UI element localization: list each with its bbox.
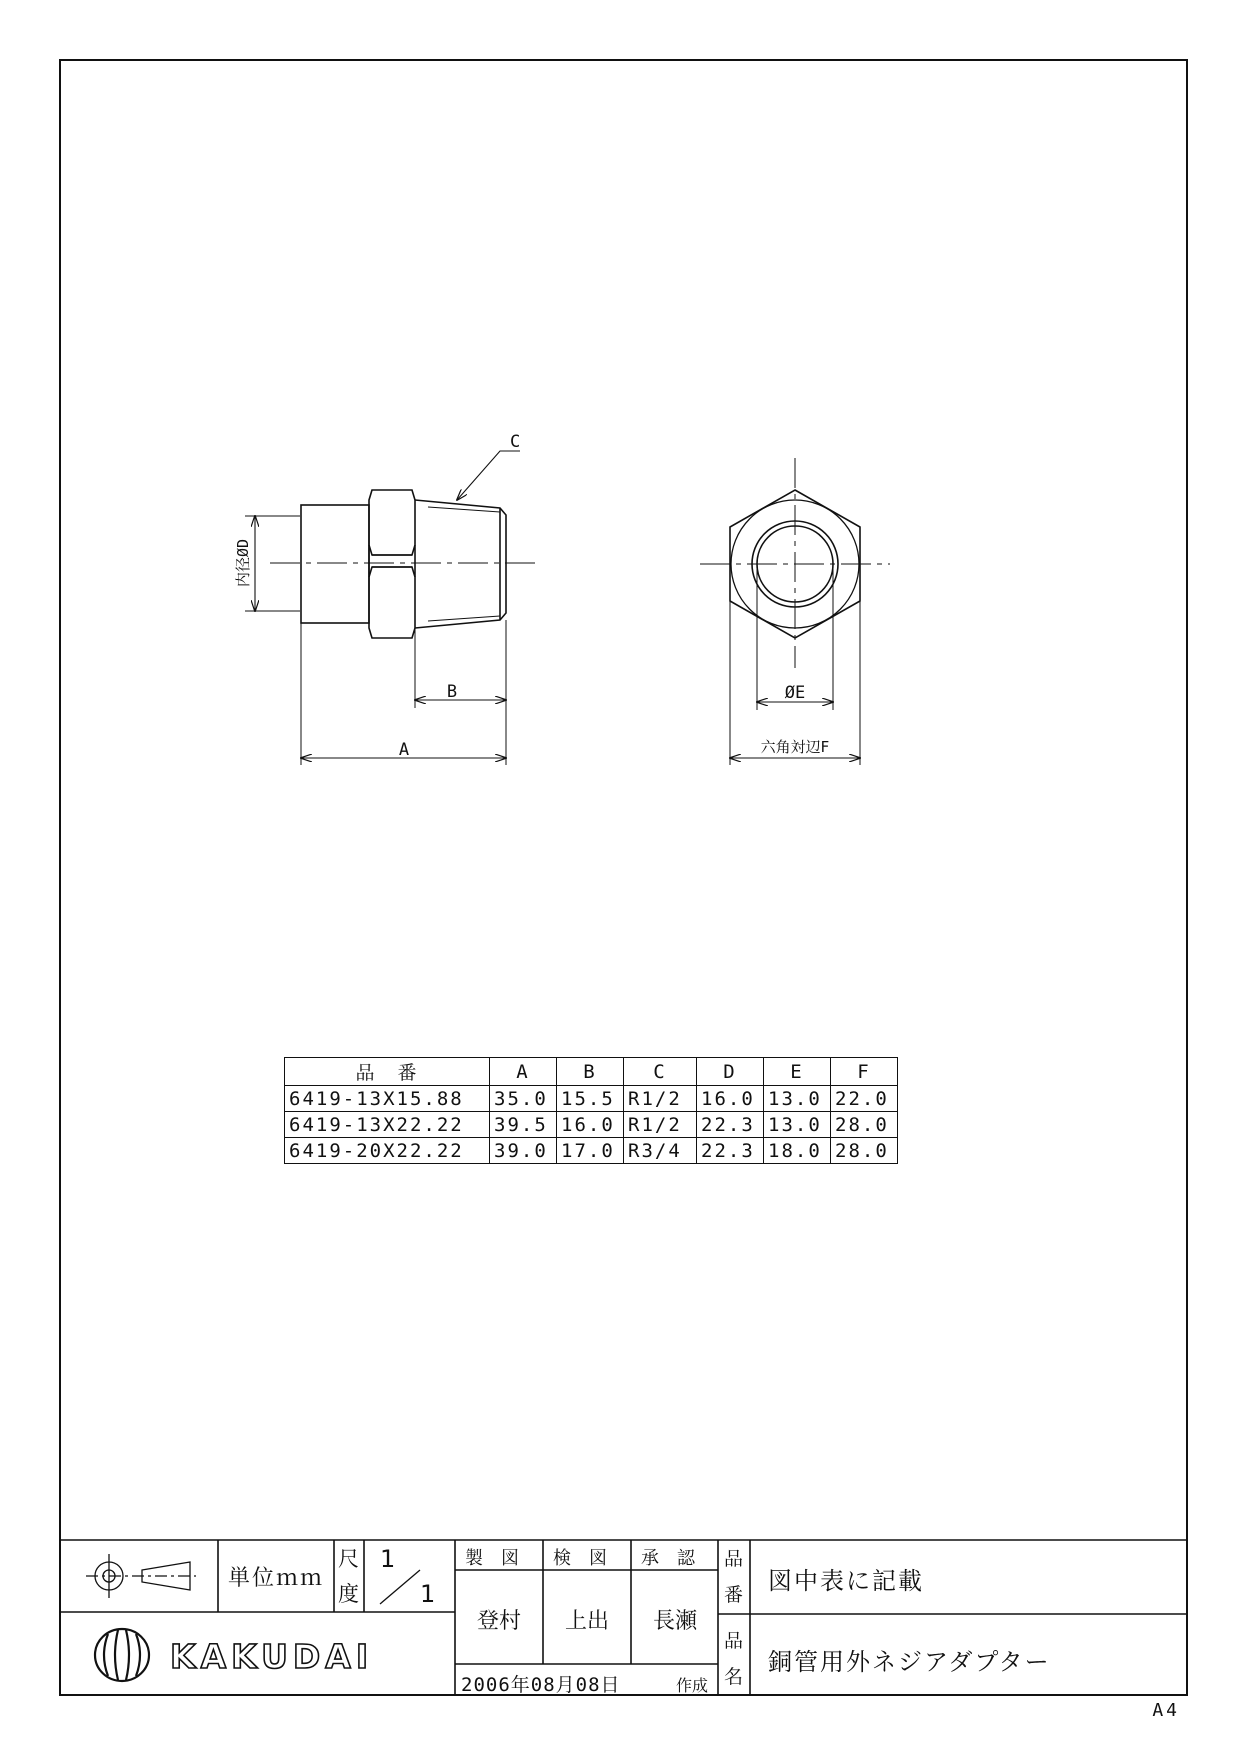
side-view-labels	[234, 432, 520, 760]
drawing-date: 2006年08月08日	[461, 1674, 621, 1696]
label-F: 六角対辺F	[760, 738, 830, 756]
spec-table	[284, 1057, 898, 1164]
cell-E: 13.0	[764, 1112, 831, 1138]
cell-part-no: 6419-13X15.88	[285, 1086, 490, 1112]
scale-label-1: 尺	[338, 1547, 359, 1571]
cell-E: 18.0	[764, 1138, 831, 1164]
approved-label: 承 認	[641, 1548, 695, 1569]
unit-label: 単位ｍｍ	[228, 1566, 325, 1591]
cell-A: 39.0	[490, 1138, 557, 1164]
cell-D: 22.3	[697, 1138, 764, 1164]
cell-C: R3/4	[624, 1138, 697, 1164]
table-row	[285, 1086, 898, 1112]
cell-part-no: 6419-20X22.22	[285, 1138, 490, 1164]
cell-part-no: 6419-13X22.22	[285, 1112, 490, 1138]
sheet-size: A4	[1152, 1700, 1180, 1721]
cell-F: 22.0	[831, 1086, 898, 1112]
part-no-label-1: 品	[724, 1548, 744, 1570]
label-E: ØE	[784, 683, 806, 703]
col-header-part-no: 品 番	[285, 1058, 490, 1086]
taper-thread	[415, 500, 506, 628]
end-view-labels	[761, 683, 830, 756]
sleeve-body	[301, 505, 369, 623]
cell-C: R1/2	[624, 1112, 697, 1138]
end-view	[700, 458, 890, 765]
cell-B: 16.0	[557, 1112, 624, 1138]
col-header-D: D	[697, 1058, 764, 1086]
checked-label: 検 図	[553, 1548, 607, 1569]
part-name-label-2: 名	[724, 1666, 744, 1688]
table-row	[285, 1138, 898, 1164]
col-header-A: A	[490, 1058, 557, 1086]
kakudai-logo-icon	[95, 1629, 149, 1681]
cell-A: 39.5	[490, 1112, 557, 1138]
made-label: 製 図	[465, 1548, 519, 1569]
cell-A: 35.0	[490, 1086, 557, 1112]
label-A: A	[398, 740, 410, 760]
checked-by: 上出	[565, 1609, 610, 1634]
cell-F: 28.0	[831, 1112, 898, 1138]
col-header-F: F	[831, 1058, 898, 1086]
approved-by: 長瀬	[653, 1609, 698, 1634]
label-B: B	[446, 682, 458, 702]
part-name-value: 銅管用外ネジアダプター	[768, 1648, 1051, 1676]
part-name-label-1: 品	[724, 1630, 744, 1652]
company-logo-text: KAKUDAI	[170, 1637, 374, 1676]
label-C: C	[510, 432, 521, 452]
scale-label-2: 度	[338, 1582, 359, 1606]
cell-D: 22.3	[697, 1112, 764, 1138]
made-by: 登村	[477, 1609, 522, 1634]
table-row	[285, 1112, 898, 1138]
table-header-row	[285, 1058, 898, 1086]
cell-C: R1/2	[624, 1086, 697, 1112]
third-angle-projection-icon	[86, 1554, 196, 1598]
cell-D: 16.0	[697, 1086, 764, 1112]
hex-lower	[369, 567, 415, 638]
created-label: 作成	[676, 1676, 709, 1695]
col-header-B: B	[557, 1058, 624, 1086]
part-no-value: 図中表に記載	[768, 1567, 924, 1595]
cell-B: 15.5	[557, 1086, 624, 1112]
col-header-C: C	[624, 1058, 697, 1086]
part-no-label-2: 番	[724, 1584, 744, 1606]
cell-E: 13.0	[764, 1086, 831, 1112]
side-view	[245, 451, 535, 765]
label-D: 内径ØD	[234, 538, 252, 588]
hex-upper	[369, 490, 415, 555]
col-header-E: E	[764, 1058, 831, 1086]
cell-F: 28.0	[831, 1138, 898, 1164]
scale-denominator: 1	[420, 1580, 436, 1608]
cell-B: 17.0	[557, 1138, 624, 1164]
scale-numerator: 1	[380, 1545, 396, 1573]
